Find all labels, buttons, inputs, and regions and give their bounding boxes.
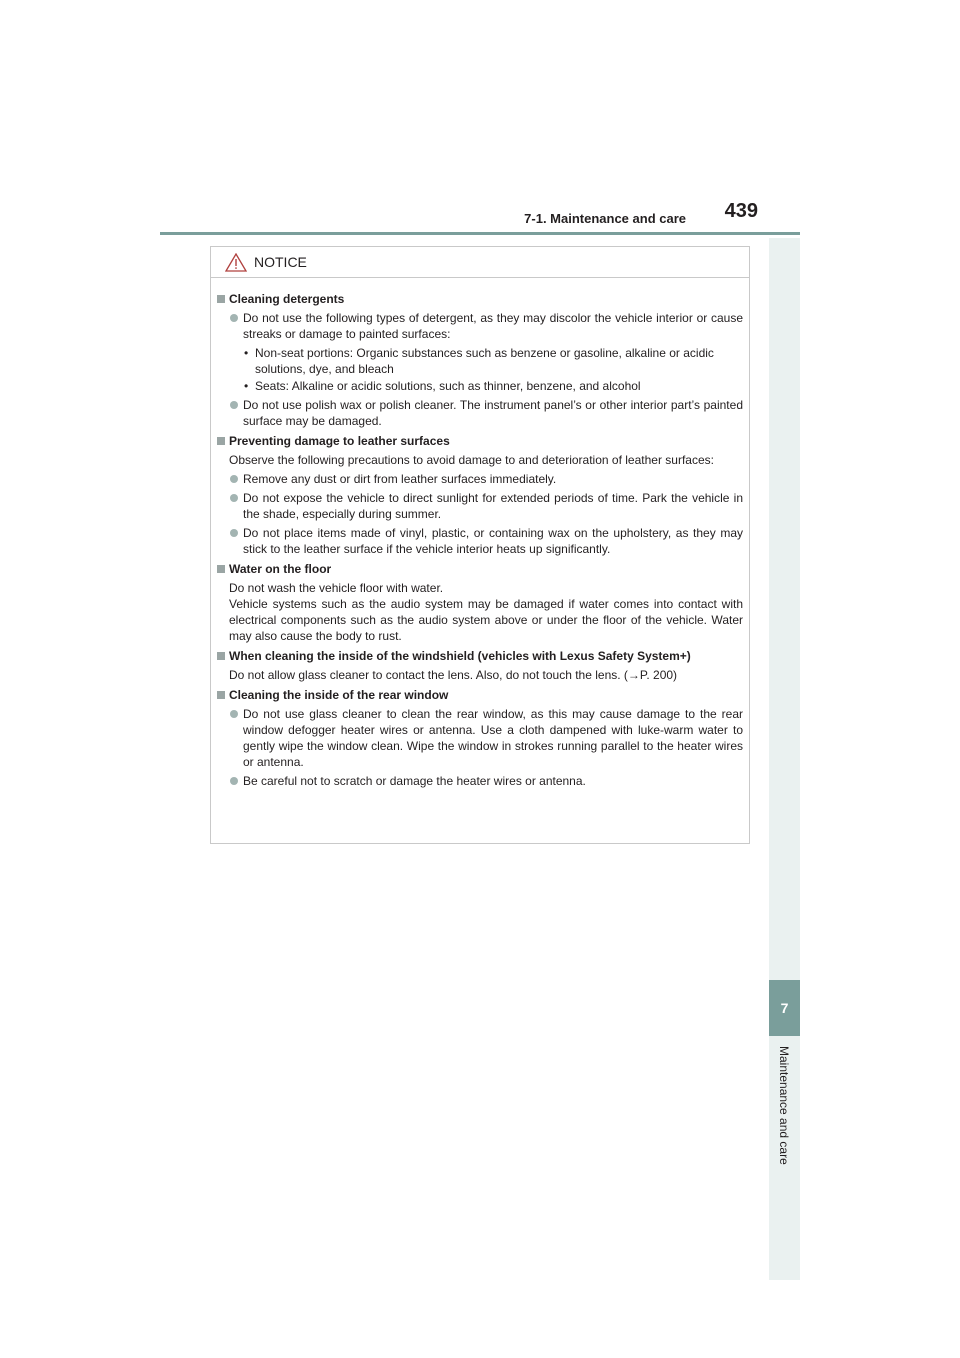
header-rule	[160, 232, 800, 235]
list-item: Do not expose the vehicle to direct sunlight for extended periods of time. Park the vehicle in the shade, especially during summer.	[217, 490, 743, 522]
list-item: • Seats: Alkaline or acidic solutions, such as thinner, benzene, and alcohol	[244, 379, 641, 393]
chapter-tab	[769, 238, 800, 1280]
paragraph: Do not allow glass cleaner to contact the lens. Also, do not touch the lens. (→P. 200)	[229, 668, 678, 682]
heading-leather: Preventing damage to leather surfaces	[217, 433, 743, 449]
page-header	[160, 200, 800, 240]
bullet-icon	[230, 529, 238, 537]
chapter-label: Maintenance and care	[777, 1046, 791, 1165]
bullet-icon	[230, 401, 238, 409]
notice-body	[217, 287, 743, 792]
notice-header	[211, 247, 749, 278]
list-item: Do not use glass cleaner to clean the rear window, as this may cause damage to the rear window defogger heater wires or antenna. Use a cloth dampened with luke-warm water to gently wipe the window clean. Wipe the window in strokes running parallel to the heater wires or antenna.	[217, 706, 743, 770]
list-item: Do not use polish wax or polish cleaner. The instrument panel’s or other interior part’s painted surface may be damaged.	[217, 397, 743, 429]
bullet-icon	[230, 710, 238, 718]
chapter-number: 7	[769, 980, 800, 1036]
paragraph: Do not wash the vehicle floor with water.	[229, 581, 444, 595]
list-item: Do not use the following types of detergent, as they may discolor the vehicle interior or cause streaks or damage to painted surfaces:	[217, 310, 743, 342]
warning-triangle-icon	[225, 253, 247, 272]
heading-cleaning-detergents: Cleaning detergents	[217, 291, 743, 307]
page-number: 439	[724, 200, 758, 222]
dash-marker: •	[244, 346, 249, 360]
notice-title: NOTICE	[254, 254, 307, 270]
dash-marker: •	[244, 379, 249, 393]
section-title: 7-1. Maintenance and care	[524, 211, 686, 226]
bullet-icon	[230, 494, 238, 502]
list-item: • Non-seat portions: Organic substances such as benzene or gasoline, alkaline or acidic solutions, dye, and bleach	[244, 346, 714, 376]
bullet-icon	[230, 475, 238, 483]
paragraph: Vehicle systems such as the audio system may be damaged if water comes into contact with electrical components such as the audio system above or under the floor of the vehicle. Water may also cause the body to rust.	[229, 597, 743, 643]
list-item: Do not place items made of vinyl, plastic, or containing wax on the upholstery, as they may stick to the leather surface if the vehicle interior heats up significantly.	[217, 525, 743, 557]
heading-floor: Water on the floor	[217, 561, 743, 577]
list-item: Be careful not to scratch or damage the heater wires or antenna.	[217, 773, 743, 789]
notice-box	[210, 246, 750, 844]
bullet-icon	[230, 777, 238, 785]
heading-rear-window: Cleaning the inside of the rear window	[217, 687, 743, 703]
paragraph: Observe the following precautions to avoid damage to and deterioration of leather surfaces:	[229, 453, 714, 467]
list-item: Remove any dust or dirt from leather surfaces immediately.	[217, 471, 743, 487]
heading-windshield: When cleaning the inside of the windshield (vehicles with Lexus Safety System+)	[217, 648, 743, 664]
bullet-icon	[230, 314, 238, 322]
